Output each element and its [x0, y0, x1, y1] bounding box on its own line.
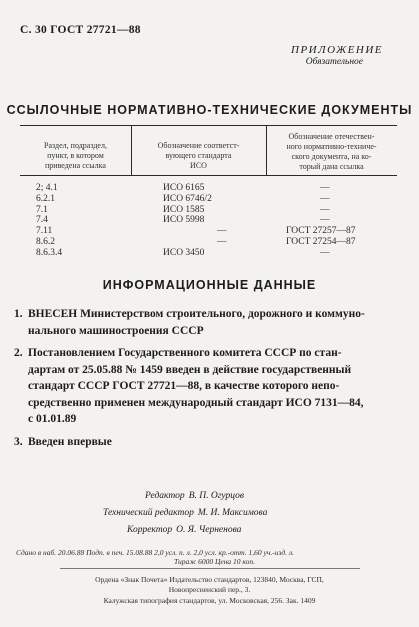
- publisher-line-1: Ордена «Знак Почета» Издательство стандартов, 123840, Москва, ГСП,: [95, 575, 324, 584]
- table-cell: ИСО 6165: [163, 183, 205, 193]
- table-col-sections: [36, 183, 62, 259]
- table-cell: 6.2.1: [36, 193, 55, 204]
- table-cell: ГОСТ 27257—87: [286, 226, 356, 237]
- table-cell: ИСО 1585: [163, 204, 205, 215]
- table-cell: 8.6.3.4: [36, 247, 63, 258]
- credit-editor: Редактор В. П. Огурцов: [145, 491, 244, 501]
- table-cell: 7.4: [36, 215, 48, 226]
- table-col-domestic: [286, 183, 356, 259]
- table-cell: —: [217, 226, 227, 237]
- page-header: С. 30 ГОСТ 27721—88: [20, 24, 141, 36]
- publisher-line-3: Калужская типография стандартов, ул. Московская, 256. Зак. 1409: [103, 596, 316, 605]
- table-cell: —: [320, 204, 330, 215]
- table-cell: ГОСТ 27254—87: [286, 236, 356, 247]
- table-cell: —: [217, 236, 227, 247]
- table-top-rule: [20, 125, 397, 126]
- info-title: ИНФОРМАЦИОННЫЕ ДАННЫЕ: [102, 278, 317, 292]
- appendix-subtitle: Обязательное: [305, 57, 363, 67]
- table-cell: —: [320, 193, 330, 204]
- table-header-section: Раздел, подраздел, пункт, в котором приведена ссылка: [44, 141, 107, 170]
- table-cell: 8.6.2: [36, 236, 55, 247]
- table-cell: ИСО 3450: [163, 247, 205, 258]
- table-cell: 7.1: [36, 204, 48, 215]
- table-header-domestic: Обозначение отечествен- ного нормативно-техниче- ского документа, на ко- торый дана ссылка: [286, 132, 377, 171]
- table-cell: —: [320, 247, 330, 258]
- imprint-rule: [60, 568, 360, 569]
- imprint-line-1: Сдано в наб. 20.06.88 Подп. в печ. 15.08.88 2,0 усл. п. л. 2,0 усл. кр.-отт. 1,60 уч.-изд. л.: [16, 548, 295, 557]
- credit-corrector: Корректор О. Я. Черненова: [127, 525, 242, 535]
- credit-tech-editor: Технический редактор М. И. Максимова: [103, 508, 268, 518]
- imprint-line-2: Тираж 6000 Цена 10 коп.: [174, 557, 256, 566]
- references-title: ССЫЛОЧНЫЕ НОРМАТИВНО-ТЕХНИЧЕСКИЕ ДОКУМЕНТЫ: [6, 103, 413, 117]
- table-cell: —: [320, 215, 330, 226]
- table-header-rule: [20, 175, 397, 176]
- table-cell: ИСО 6746/2: [163, 193, 212, 204]
- table-cell: ИСО 5998: [163, 215, 205, 226]
- table-cell: 2; 4.1: [36, 183, 58, 193]
- table-cell: —: [320, 183, 330, 193]
- table-cell: 7.11: [36, 226, 53, 237]
- publisher-line-2: Новопресненский пер., 3.: [168, 585, 251, 594]
- appendix-title: ПРИЛОЖЕНИЕ: [291, 44, 383, 56]
- table-header-iso: Обозначение соответст- вующего стандарта ИСО: [157, 141, 240, 170]
- table-col-iso: [163, 183, 227, 259]
